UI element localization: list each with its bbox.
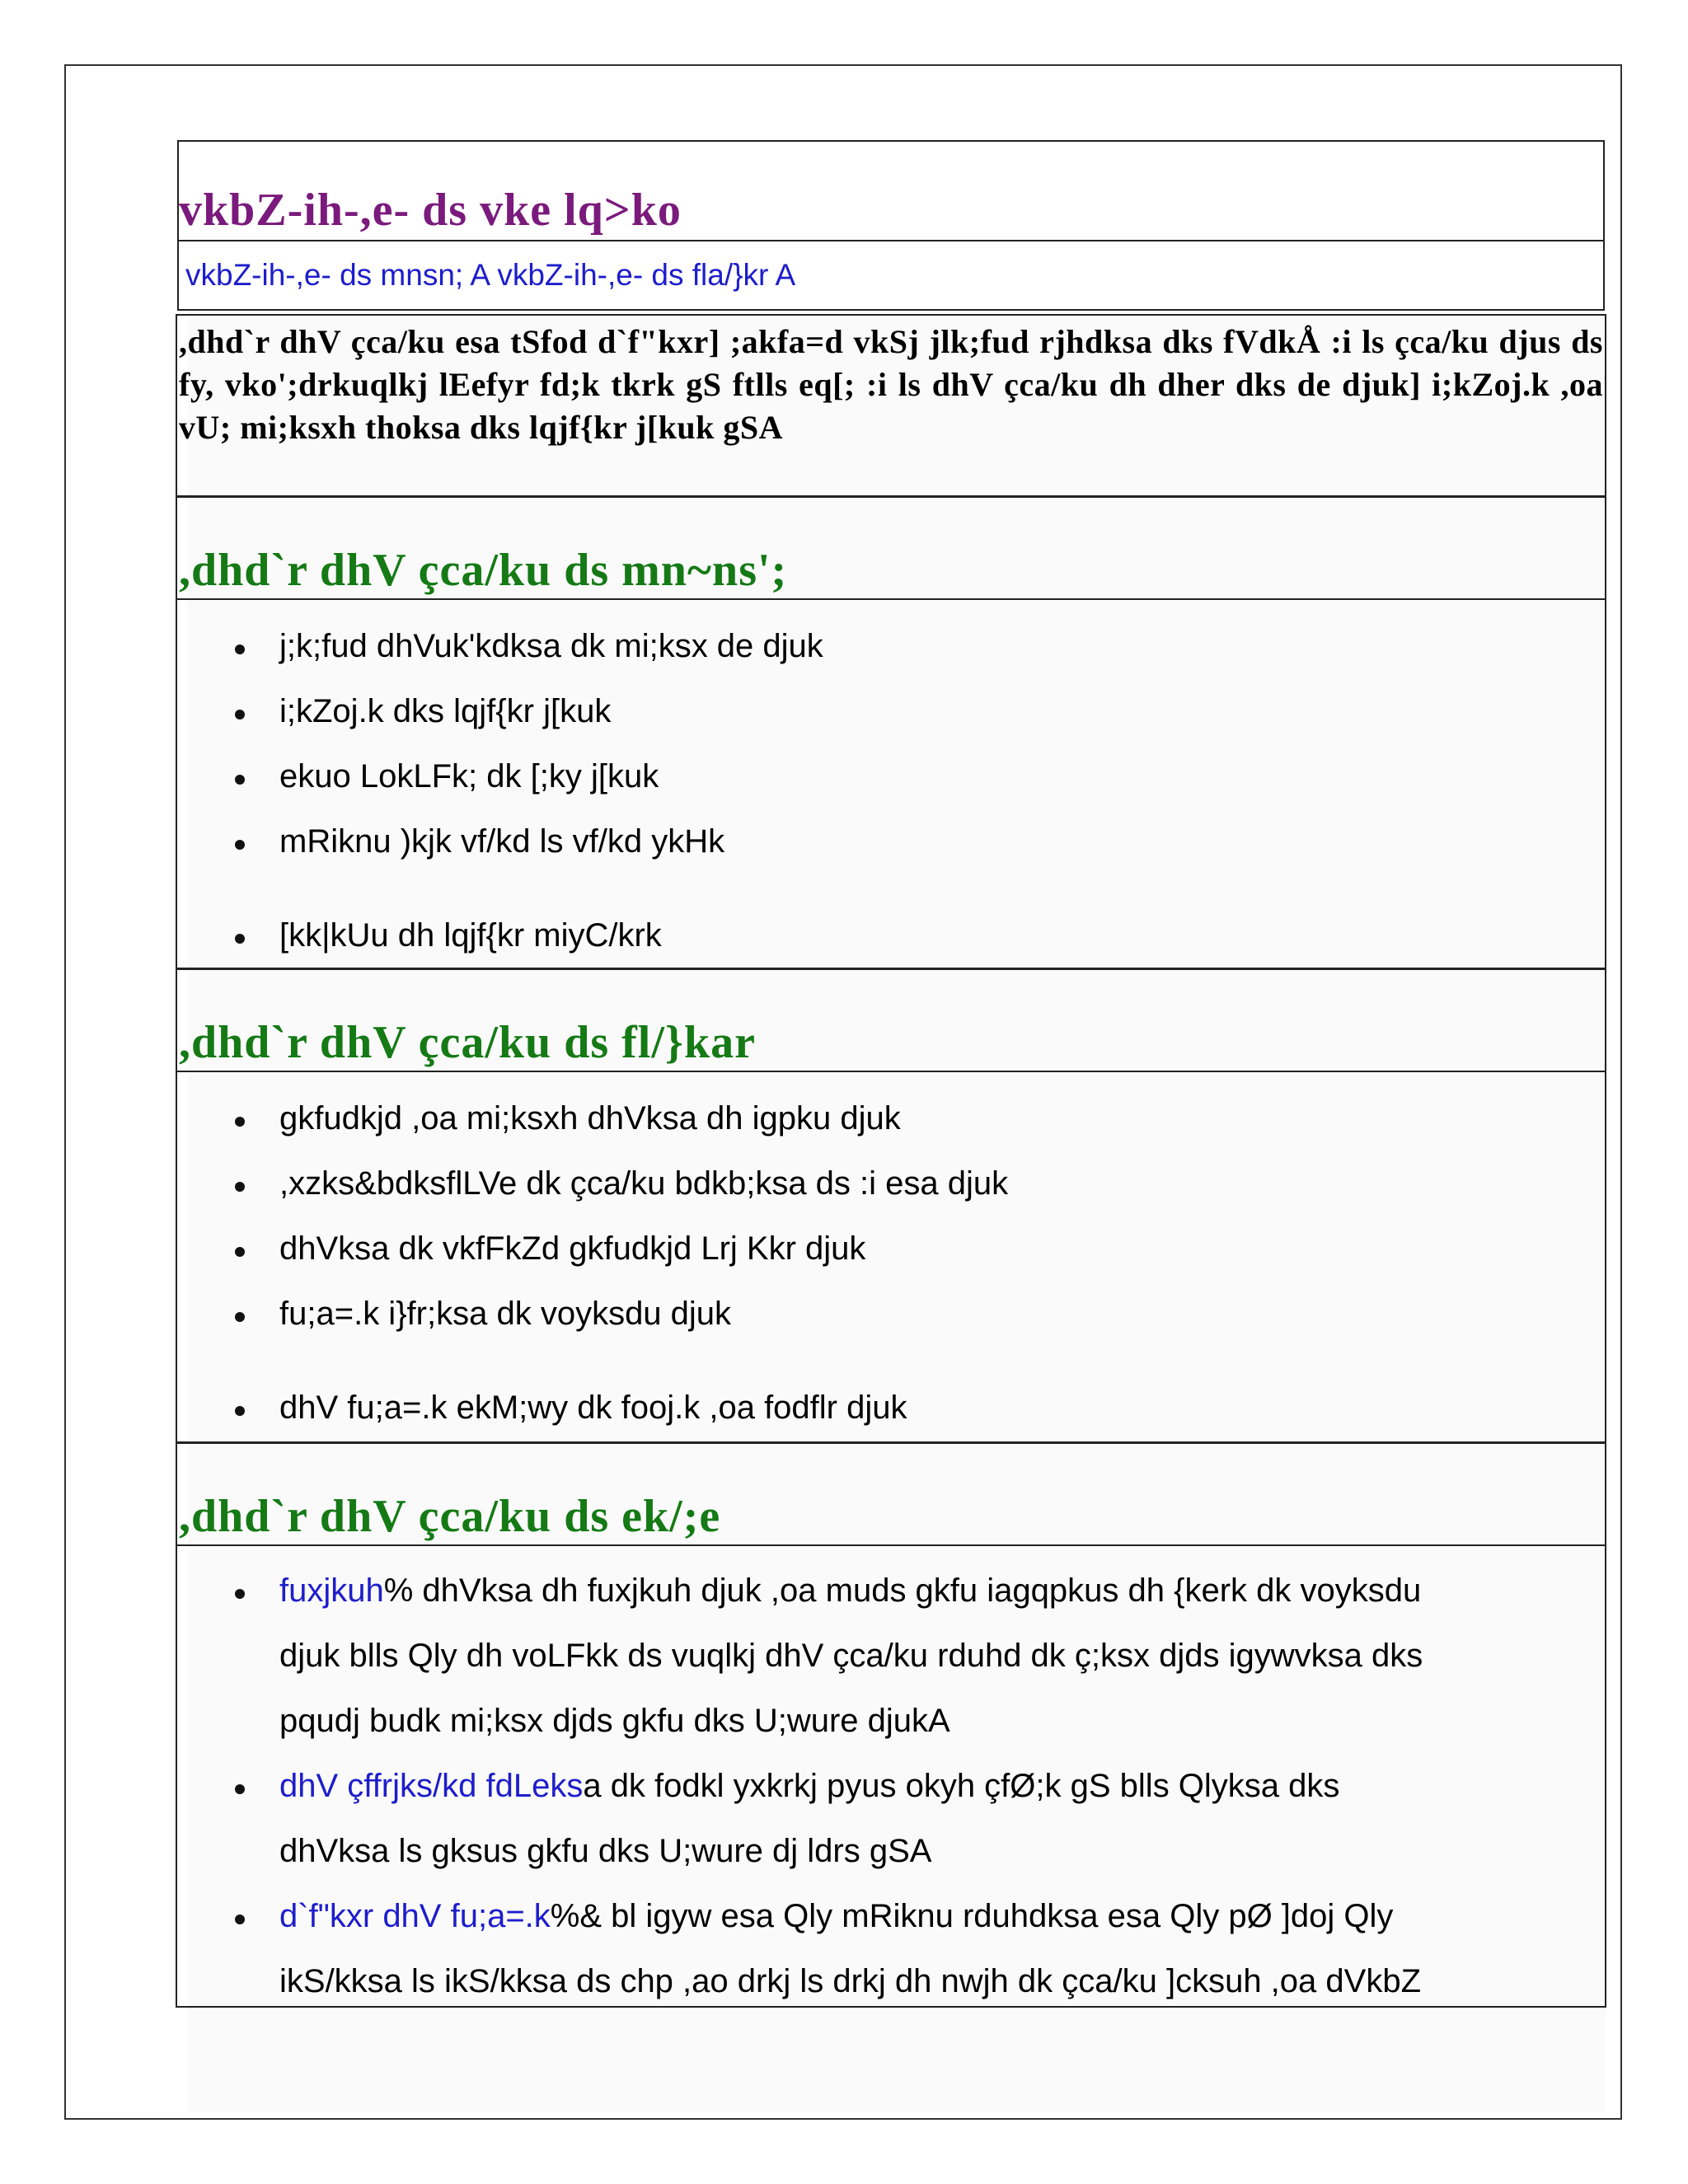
intro-box: [176, 314, 1606, 497]
page-title: vkbZ-ih-,e- ds vke lq>ko: [179, 185, 682, 236]
bullet-icon: [235, 1312, 245, 1322]
bullet-icon: [235, 710, 245, 719]
bullet-icon: [235, 1406, 245, 1416]
section-heading: ,dhd`r dhV çca/ku ds fl/}kar: [179, 1017, 756, 1068]
intro-paragraph: ,dhd`r dhV çca/ku esa tSfod d`f"kxr] ;akfa=d vkSj jlk;fud rjhdksa dks fVdkÅ :i ls çca/ku djus ds fy, vko';drkuqlkj lEefyr fd;k tkrk gS ftlls eq[; :i ls dhV çca/ku dh dher dks de djuk] i;kZoj.k ,oa vU; mi;ksxh thoksa dks lqjf{kr j[kuk gSA: [179, 323, 1603, 446]
bullet-icon: [235, 840, 245, 850]
bullet-icon: [235, 934, 245, 944]
bullet-icon: [235, 1784, 245, 1794]
section-list-box: gkfudkjd ,oa mi;ksxh dhVksa dh igpku djuk ,xzks&bdksflLVe dk çca/ku bdkb;ksa ds :i esa djuk dhVksa dk vkfFkZd gkfudkjd Lrj Kkr djuk fu;a=.k i}fr;ksa dk voyksdu djuk dhV fu;a=.k ekM;wy dk fooj.k ,oa fodflr djuk: [176, 1071, 1606, 1443]
bullet-icon: [235, 1247, 245, 1257]
bullet-icon: [235, 1915, 245, 1924]
bullet-icon: [235, 1182, 245, 1192]
section-heading-box: [176, 1442, 1606, 1546]
section-heading-box: [176, 968, 1606, 1072]
subtitle-box: [177, 240, 1605, 311]
bullet-icon: [235, 1589, 245, 1599]
section-heading: ,dhd`r dhV çca/ku ds mn~ns';: [179, 545, 788, 596]
bullet-icon: [235, 644, 245, 654]
page-subtitle: vkbZ-ih-,e- ds mnsn; A vkbZ-ih-,e- ds fla/}kr A: [185, 258, 796, 292]
bullet-icon: [235, 775, 245, 785]
section-heading-box: [176, 496, 1606, 600]
bullet-icon: [235, 1117, 245, 1127]
section-heading: ,dhd`r dhV çca/ku ds ek/;e: [179, 1491, 721, 1542]
title-box: [177, 140, 1605, 241]
section-list-box: fuxjkuh% dhVksa dh fuxjkuh djuk ,oa muds gkfu iagqpkus dh {kerk dk voyksdu djuk blls Qly dh voLFkk ds vuqlkj dhV çca/ku rduhd dk ç;ksx djds igywvksa dks pqudj budk mi;ksx djds gkfu dks U;wure djukA dhV çffrjks/kd fdLeksa dk fodkl yxkrkj pyus okyh çfØ;k gS blls Qlyksa dks dhVksa ls gksus gkfu dks U;wure dj ldrs gSA d`f"kxr dhV fu;a=.k%& bl igyw esa Qly mRiknu rduhdksa esa Qly pØ ]doj Qly ikS/kksa ls ikS/kksa ds chp ,ao drkj ls drkj dh nwjh dk çca/ku ]cksuh ,oa dVkbZ: [176, 1544, 1606, 2008]
section-list-box: j;k;fud dhVuk'kdksa dk mi;ksx de djuk i;kZoj.k dks lqjf{kr j[kuk ekuo LokLFk; dk [;ky j[kuk mRiknu )kjk vf/kd ls vf/kd ykHk [kk|kUu dh lqjf{kr miyC/krk: [176, 598, 1606, 969]
